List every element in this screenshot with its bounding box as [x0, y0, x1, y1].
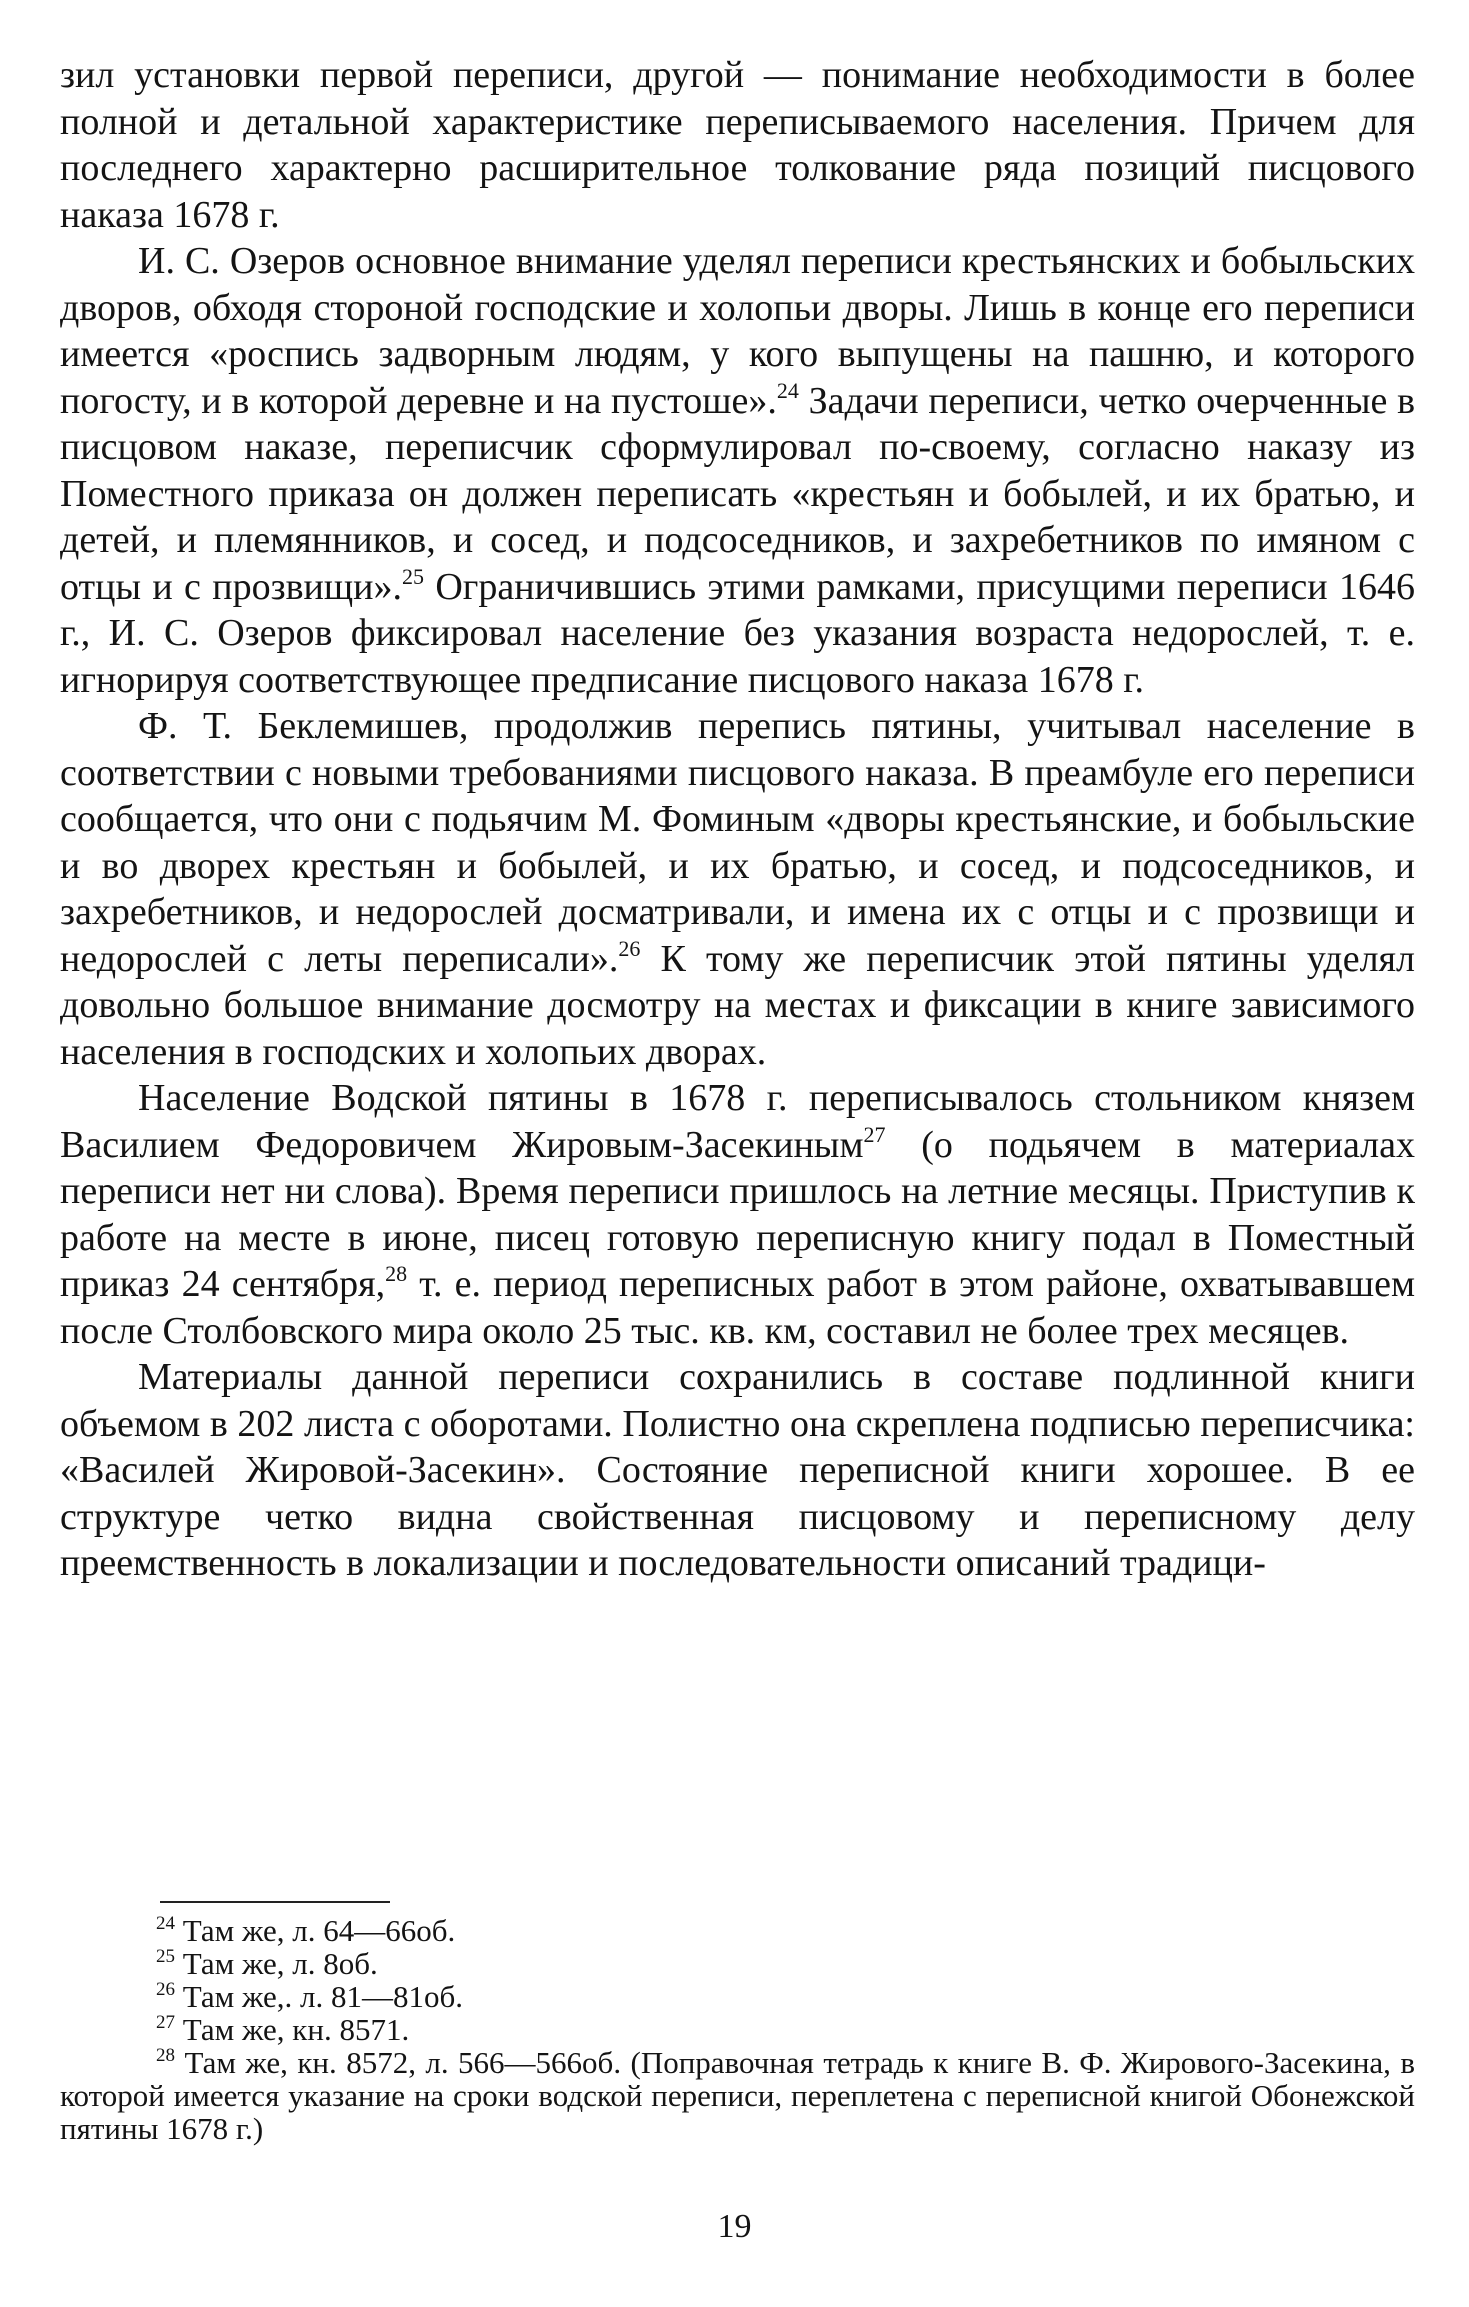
footnote-number: 28 [156, 2045, 175, 2066]
footnote-number: 25 [156, 1946, 175, 1967]
paragraph [60, 52, 1415, 238]
footnote-number: 24 [156, 1913, 175, 1934]
page-number: 19 [717, 2208, 752, 2245]
paragraph-text: Ограничившись этими рамками, присущими переписи 1646 г., И. С. Озеров фиксировал население без указания возраста недорослей, т. е. игнорируя соответствующее предписание писцового наказа 1678 г. [60, 565, 1415, 701]
footnote [60, 2046, 1415, 2145]
footnote-number: 26 [156, 1979, 175, 2000]
paragraph-text: К тому же переписчик этой пятины уделял довольно большое внимание досмотру на местах и фиксации в книге зависимого населения в господских и холопьих дворах. [60, 937, 1415, 1073]
footnote-text: Там же, кн. 8571. [182, 2012, 410, 2047]
paragraph [60, 238, 1415, 703]
footnote-text: Там же, л. 8об. [182, 1946, 378, 1981]
paragraph-text: Ф. Т. Беклемишев, продолжив перепись пятины, учитывал население в соответствии с новыми требованиями писцового наказа. В преамбуле его переписи сообщается, что они с подьячим М. Фоминым «дворы крестьянские, и бобыльские и во дворех крестьян и бобылей, и их братью, и сосед, и подсоседников, и захребетников, и недорослей досматривали, и имена их с отцы и с прозвищи и недорослей с леты переписали». [60, 705, 1415, 980]
footnote-text: Там же, кн. 8572, л. 566—566об. (Поправочная тетрадь к книге В. Ф. Жирового-Засекина, в которой имеется указание на сроки водской переписи, переплетена с переписной книгой Обонежской пятины 1678 г.) [60, 2045, 1415, 2146]
footnote [60, 1947, 1415, 1980]
paragraph [60, 1354, 1415, 1587]
paragraph [60, 703, 1415, 1075]
paragraph-text: И. С. Озеров основное внимание уделял переписи крестьянских и бобыльских дворов, обходя стороной господские и холопьи дворы. Лишь в конце его переписи имеется «роспись задворным людям, у кого выпущены на пашню, и которого погосту, и в которой деревне и на пустоше». [60, 240, 1415, 422]
paragraph-text: Население Водской пятины в 1678 г. переписывалось стольником князем Василием Федоровичем Жировым-Засекиным [60, 1077, 1415, 1166]
footnote-separator [160, 1901, 390, 1903]
footnote [60, 1914, 1415, 1947]
paragraph-text: зил установки первой переписи, другой — понимание необходимости в более полной и детальной характеристике переписываемого населения. Причем для последнего характерно расширительное толкование ряда позиций писцового наказа 1678 г. [60, 54, 1415, 236]
paragraph-text: т. е. период переписных работ в этом районе, охватывавшем после Столбовского мира около 25 тыс. кв. км, составил не более трех месяцев. [60, 1263, 1415, 1352]
footnote-ref: 28 [385, 1261, 408, 1286]
footnote-ref: 26 [618, 935, 641, 961]
paragraph [60, 1075, 1415, 1354]
footnote-ref: 27 [863, 1121, 886, 1147]
paragraph-text: Материалы данной переписи сохранились в составе подлинной книги объемом в 202 листа с оборотами. Полистно она скреплена подписью переписчика: «Василей Жировой-Засекин». Состояние переписной книги хорошее. В ее структуре четко видна свойственная писцовому и переписному делу преемственность в локализации и последовательности описаний традици- [60, 1356, 1415, 1584]
footnote-text: Там же,. л. 81—81об. [182, 1979, 464, 2014]
footnote [60, 2013, 1415, 2046]
paragraph-text: (о подьячем в материалах переписи нет ни слова). Время переписи пришлось на летние месяцы. Приступив к работе на месте в июне, писец готовую переписную книгу подал в Поместный приказ 24 сентября, [60, 1123, 1415, 1305]
footnote-number: 27 [156, 2012, 175, 2033]
main-text [60, 52, 1415, 1587]
paragraph-text: Задачи переписи, четко очерченные в писцовом наказе, переписчик сформулировал по-своему, согласно наказу из Поместного приказа он должен переписать «крестьян и бобылей, и их братью, и детей, и племянников, и сосед, и подсоседников, и захребетников по имяном с отцы и с прозвищи». [60, 379, 1416, 608]
footnote-ref: 24 [776, 377, 799, 403]
footnote-text: Там же, л. 64—66об. [182, 1913, 456, 1948]
footnote-ref: 25 [401, 563, 424, 589]
footnote [60, 1980, 1415, 2013]
footnotes [60, 1914, 1415, 2145]
page-body [60, 52, 1415, 1587]
